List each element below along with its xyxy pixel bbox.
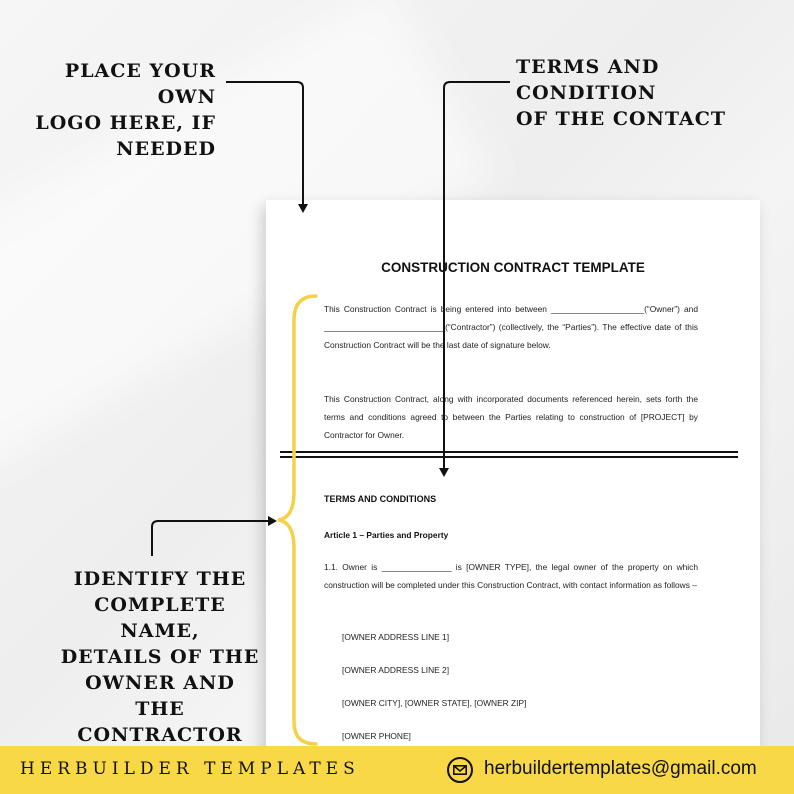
terms-arrow-head: [439, 468, 449, 477]
identify-arrow-head: [268, 516, 277, 526]
callout-line: TERMS AND CONDITION: [516, 56, 660, 104]
footer-bar: [0, 746, 794, 794]
yellow-brace: [278, 296, 316, 744]
terms-arrow-line: [444, 82, 510, 468]
logo-arrow-head: [298, 204, 308, 213]
clause-1-1-text: 1.1. Owner is _______________ is [OWNER TYPE], the legal owner of the property on which construction will be completed under this Construction Contract, with contact information as follows –: [324, 562, 698, 590]
brand-name: HERBUILDER TEMPLATES: [20, 759, 360, 779]
callout-line: NEEDED: [116, 138, 216, 160]
callout-line: OWNER AND THE: [85, 672, 235, 720]
identify-arrow-line: [152, 521, 268, 556]
owner-address-line-2: [OWNER ADDRESS LINE 2]: [342, 665, 450, 675]
document-title: CONSTRUCTION CONTRACT TEMPLATE: [381, 260, 645, 275]
terms-heading: TERMS AND CONDITIONS: [324, 494, 437, 504]
callout-line: OF THE CONTACT: [516, 108, 726, 130]
scope-paragraph-text: This Construction Contract, along with incorporated documents referenced herein, sets forth the terms and conditions agreed to between the Parties relating to construction of [PROJECT] by Contractor for Owner.: [324, 394, 698, 440]
intro-paragraph-text: This Construction Contract is being entered into between ____________________(“Owner”) and __________________________(“Contractor”) (collectively, the “Parties”). The effective date of this Construction Contract will be the last date of signature below.: [324, 304, 698, 350]
callout-line: IDENTIFY THE: [73, 568, 247, 590]
article-heading: Article 1 – Parties and Property: [324, 530, 449, 540]
logo-arrow-line: [226, 82, 303, 204]
callout-line: PLACE YOUR OWN: [64, 60, 216, 108]
owner-address-line-1: [OWNER ADDRESS LINE 1]: [342, 632, 450, 642]
owner-city-state-zip: [OWNER CITY], [OWNER STATE], [OWNER ZIP]: [342, 698, 527, 708]
mail-icon: [447, 757, 473, 783]
callout-line: CONTRACTOR: [77, 724, 243, 746]
callout-line: LOGO HERE, IF: [35, 112, 216, 134]
callout-line: COMPLETE NAME,: [94, 594, 226, 642]
callout-line: DETAILS OF THE: [60, 646, 260, 668]
contact-email[interactable]: herbuildertemplates@gmail.com: [484, 758, 757, 779]
owner-phone: [OWNER PHONE]: [342, 731, 411, 741]
